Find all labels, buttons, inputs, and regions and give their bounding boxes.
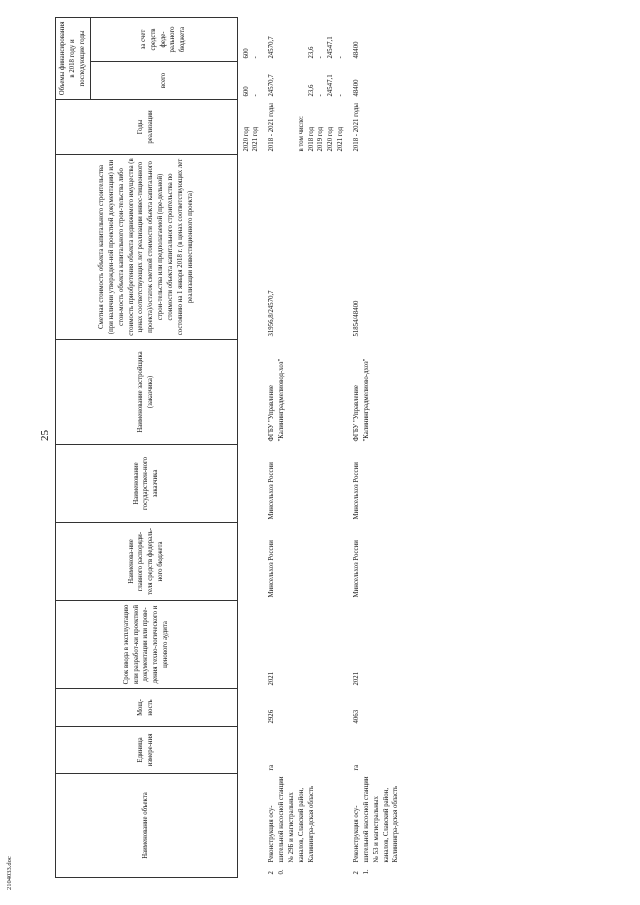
years-line: 2020 год [327, 126, 335, 152]
cell-federal [348, 17, 403, 61]
cell-federal [263, 17, 348, 61]
cell-deadline: 2021 [268, 671, 276, 686]
header-developer: Наименование застройщика (заказчика) [56, 339, 238, 444]
header-years: Годы реализации [56, 99, 238, 154]
total-line: 48400 [352, 79, 360, 97]
federal-line: - [337, 56, 345, 59]
cell-unit: га [352, 764, 360, 771]
federal-line: 24570,7 [268, 36, 276, 59]
cell-num: 20. [268, 869, 286, 875]
cell-years [237, 99, 263, 154]
cell-customer: Минсельхоз России [268, 462, 276, 520]
years-line: 2018 - 2021 годы [352, 103, 360, 152]
total-line [277, 64, 287, 96]
header-total: всего [90, 61, 237, 99]
header-name: Наименование объекта [56, 773, 238, 877]
total-line: - [317, 94, 325, 97]
federal-line: 24547,1 [327, 36, 335, 59]
cell-cost [237, 154, 263, 339]
cell-num: 21. [352, 869, 370, 875]
cell-manager [237, 522, 263, 600]
federal-line: 48400 [352, 41, 360, 59]
cell-federal [237, 17, 263, 61]
cell-total [237, 61, 263, 99]
years-line: 2019 год [317, 126, 325, 152]
rotated-page-content [55, 18, 640, 878]
years-line: в том числе: [297, 116, 305, 152]
cell-deadline [237, 600, 263, 688]
years-line [287, 102, 297, 151]
cell-manager: Минсельхоз России [352, 540, 360, 598]
header-funding: Объемы финансирования в 2018 году и последующие годы [56, 17, 91, 99]
cell-years [348, 99, 403, 154]
federal-line: - [252, 56, 260, 59]
total-line [287, 64, 297, 96]
header-unit: Единица измере-ния [56, 726, 238, 773]
years-line: 2018 год [307, 126, 315, 152]
page-number: 25 [39, 430, 51, 441]
cell-cost: 51854/48400 [352, 300, 360, 337]
cell-capacity: 4063 [352, 709, 360, 724]
table-row [237, 17, 263, 877]
cell-customer: Минсельхоз России [352, 462, 360, 520]
years-line: 2021 год [252, 126, 260, 152]
header-federal: за счет средств феде-рального бюджета [90, 17, 237, 61]
cell-name: Реконструкция осу-шительной насосной станции № 53 и магистральных каналов, Славский район, Калинингра-дская область [352, 776, 400, 863]
federal-line: - [317, 56, 325, 59]
total-line: 24570,7 [268, 74, 276, 97]
total-line: 600 [242, 86, 250, 97]
footer-filename: 2104033.doc [6, 856, 13, 890]
investment-objects-table [55, 17, 403, 878]
total-line: 24547,1 [327, 74, 335, 97]
years-line: 2021 год [337, 126, 345, 152]
cell-manager: Минсельхоз России [268, 540, 276, 598]
total-line: 23,6 [307, 84, 315, 97]
cell-unit: га [268, 764, 276, 771]
federal-line [287, 20, 297, 58]
total-line: - [252, 94, 260, 97]
years-line: 2020 год [242, 126, 250, 152]
cell-developer: ФГБУ "Управление "Калининградмелиово-дхоз" [352, 358, 370, 442]
cell-capacity [237, 688, 263, 726]
header-deadline: Срок ввода в эксплуатацию или разработ-ки проектной документации или прове-дения техно-логического и ценового аудита [56, 600, 238, 688]
cell-unit [237, 726, 263, 773]
cell-developer [237, 339, 263, 444]
cell-total [348, 61, 403, 99]
federal-line: 23,6 [307, 46, 315, 59]
header-customer: Наименование государствен-ного заказчика [56, 444, 238, 522]
table-row [348, 17, 403, 877]
cell-name [237, 773, 263, 865]
cell-cost: 31956,8/24570,7 [268, 290, 276, 337]
header-manager: Наименова-ние главного распоряди-теля средств федераль-ного бюджета [56, 522, 238, 600]
federal-line [277, 20, 287, 58]
cell-developer: ФГБУ "Управление "Калининградмелиовод-хоз" [268, 358, 286, 442]
cell-name: Реконструкция осу-шительной насосной станции № 29Б и магистральных каналов, Славский район, Калинингра-дская область [268, 776, 315, 863]
federal-line: 600 [242, 48, 250, 59]
cell-deadline: 2021 [352, 671, 360, 686]
total-line [297, 64, 307, 96]
cell-years [263, 99, 348, 154]
cell-capacity: 2926 [268, 709, 276, 724]
header-cost: Сметная стоимость объекта капитального строительства (при наличии утвержден-ной проектной документации) или стои-мость объекта капитального строи-тельства либо стоимость приобретения объекта недвижимого имущества (в ценах соответствующих лет реализации инвес-тиционного проекта)/остаток сметной стоимости объекта капитального строи-тельства или предполагаемой (пре-дельной) стоимости объекта капитального строительства по состоянию на 1 января 2018 г. (в ценах соответствующих лет реализации инвестиционного проекта) [56, 154, 238, 339]
years-line [277, 102, 287, 151]
cell-total [263, 61, 348, 99]
federal-line [297, 20, 307, 58]
header-capacity: Мощ-ность [56, 688, 238, 726]
total-line: - [337, 94, 345, 97]
cell-customer [237, 444, 263, 522]
cell-num [237, 866, 263, 878]
table-header-row [56, 17, 91, 877]
table-row [263, 17, 348, 877]
years-line: 2018 - 2021 годы [268, 103, 276, 152]
